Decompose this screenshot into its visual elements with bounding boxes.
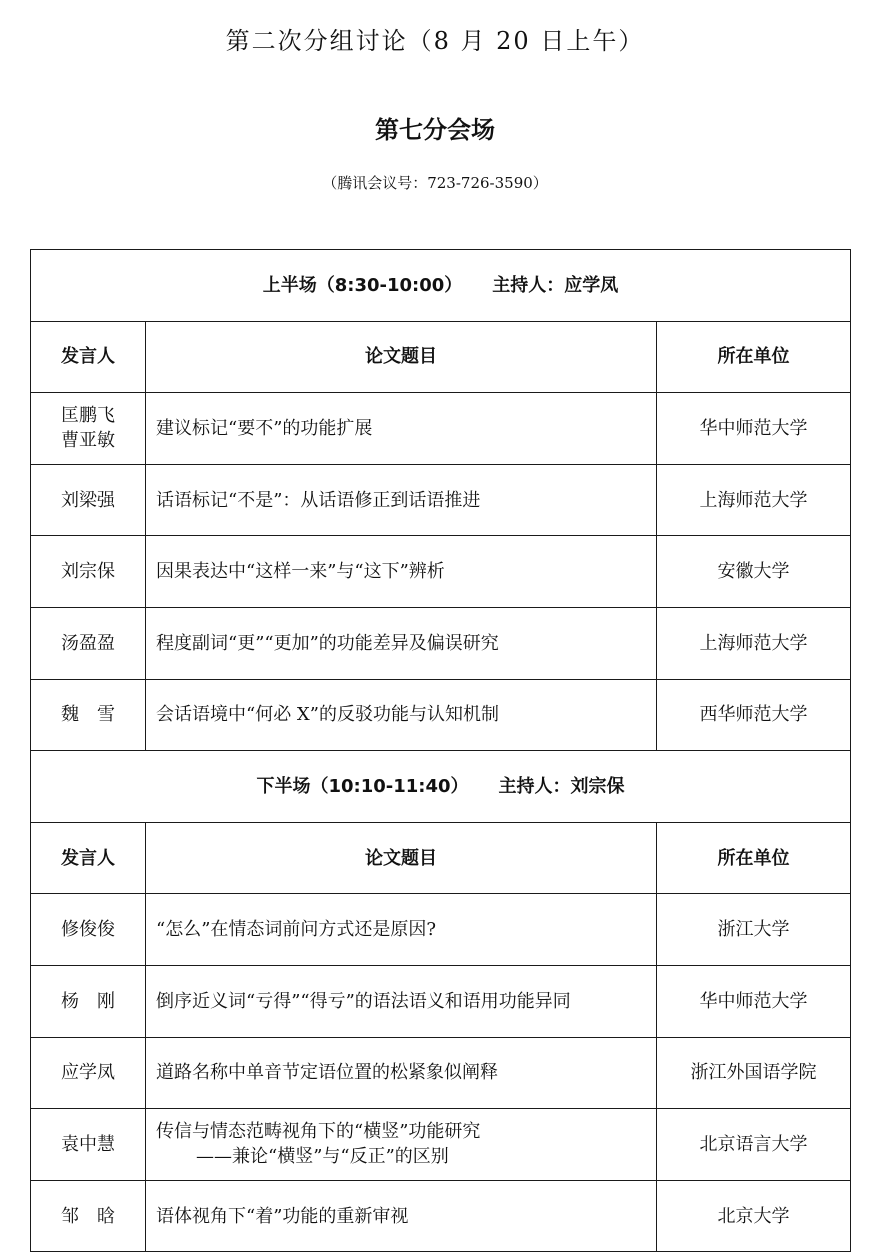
table-row	[31, 679, 851, 751]
paper-title: 道路名称中单音节定语位置的松紧象似阐释	[146, 1037, 657, 1109]
paper-title: 话语标记“不是”：从话语修正到话语推进	[146, 464, 657, 536]
second-half-header	[31, 751, 851, 823]
speaker-cell	[31, 393, 146, 465]
speaker-name: 邹 晗	[31, 1180, 146, 1252]
paper-title: 程度副词“更”“更加”的功能差异及偏误研究	[146, 607, 657, 679]
venue-title: 第七分会场	[375, 116, 495, 144]
paper-title: 传信与情态范畴视角下的“横竖”功能研究	[156, 1121, 481, 1143]
paper-title-cell	[146, 1109, 657, 1181]
speaker-name: 曹亚敏	[61, 430, 115, 452]
second-half-label: 下半场（10:10-11:40）	[256, 775, 469, 797]
meeting-id: （腾讯会议号：723-726-3590）	[322, 174, 548, 192]
speaker-name: 匡鹏飞	[61, 405, 115, 427]
affiliation: 上海师范大学	[657, 607, 851, 679]
table-row	[31, 536, 851, 608]
first-half-header-row	[31, 250, 851, 322]
table-row	[31, 965, 851, 1037]
column-header-speaker: 发言人	[31, 321, 146, 393]
affiliation: 华中师范大学	[657, 393, 851, 465]
column-header-unit: 所在单位	[657, 321, 851, 393]
affiliation: 浙江外国语学院	[657, 1037, 851, 1109]
table-row	[31, 393, 851, 465]
column-header-unit: 所在单位	[657, 822, 851, 894]
paper-title: 倒序近义词“亏得”“得亏”的语法语义和语用功能异同	[146, 965, 657, 1037]
second-half-host: 主持人：刘宗保	[498, 775, 625, 797]
affiliation: 西华师范大学	[657, 679, 851, 751]
session-title: 第二次分组讨论（8 月 20 日上午）	[225, 27, 645, 55]
column-header-title: 论文题目	[146, 321, 657, 393]
first-half-header	[31, 250, 851, 322]
paper-title: 语体视角下“着”功能的重新审视	[146, 1180, 657, 1252]
table-row	[31, 464, 851, 536]
speaker-name: 魏 雪	[31, 679, 146, 751]
paper-subtitle: ——兼论“横竖”与“反正”的区别	[196, 1146, 449, 1168]
column-header-title: 论文题目	[146, 822, 657, 894]
second-half-header-row	[31, 751, 851, 823]
affiliation: 安徽大学	[657, 536, 851, 608]
schedule-table	[30, 249, 851, 1252]
table-row	[31, 1037, 851, 1109]
speaker-name: 刘梁强	[31, 464, 146, 536]
table-row	[31, 1180, 851, 1252]
affiliation: 浙江大学	[657, 894, 851, 966]
affiliation: 上海师范大学	[657, 464, 851, 536]
paper-title: 会话语境中“何必 X”的反驳功能与认知机制	[146, 679, 657, 751]
first-half-host: 主持人：应学凤	[492, 274, 619, 296]
affiliation: 北京大学	[657, 1180, 851, 1252]
speaker-name: 汤盈盈	[31, 607, 146, 679]
speaker-name: 杨 刚	[31, 965, 146, 1037]
second-half-column-headers	[31, 822, 851, 894]
speaker-name: 应学凤	[31, 1037, 146, 1109]
table-row	[31, 607, 851, 679]
column-header-speaker: 发言人	[31, 822, 146, 894]
table-row	[31, 1109, 851, 1181]
paper-title: 因果表达中“这样一来”与“这下”辨析	[146, 536, 657, 608]
speaker-name: 刘宗保	[31, 536, 146, 608]
paper-title: 建议标记“要不”的功能扩展	[146, 393, 657, 465]
first-half-column-headers	[31, 321, 851, 393]
first-half-label: 上半场（8:30-10:00）	[262, 274, 463, 296]
affiliation: 北京语言大学	[657, 1109, 851, 1181]
table-row	[31, 894, 851, 966]
speaker-name: 修俊俊	[31, 894, 146, 966]
speaker-name: 袁中慧	[31, 1109, 146, 1181]
affiliation: 华中师范大学	[657, 965, 851, 1037]
paper-title: “怎么”在情态词前问方式还是原因?	[146, 894, 657, 966]
